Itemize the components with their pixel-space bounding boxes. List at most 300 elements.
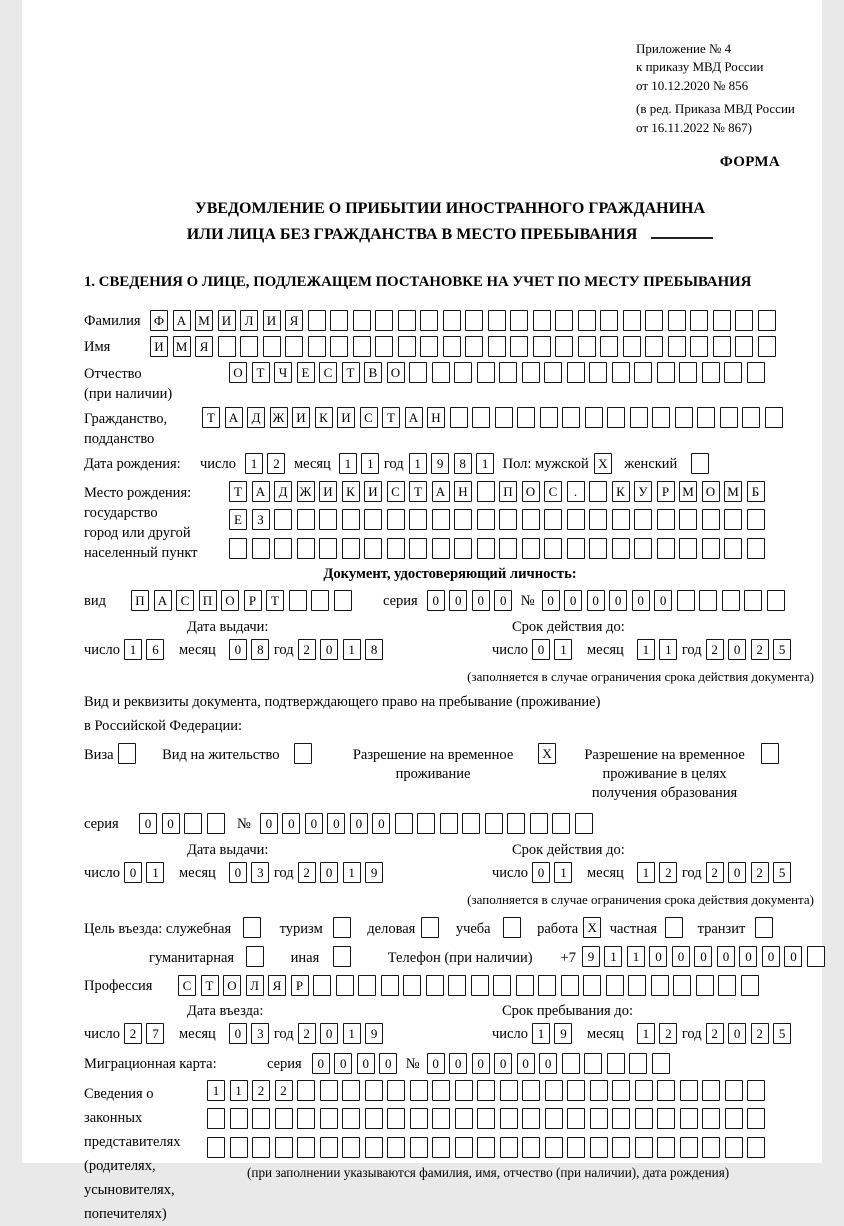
char-box[interactable]: 2 bbox=[275, 1080, 293, 1101]
char-box[interactable]: А bbox=[154, 590, 172, 611]
char-box[interactable] bbox=[590, 1108, 608, 1129]
char-box[interactable] bbox=[561, 975, 579, 996]
char-box[interactable] bbox=[680, 1137, 698, 1158]
char-box[interactable] bbox=[668, 336, 686, 357]
char-box[interactable]: 0 bbox=[717, 946, 735, 967]
char-box[interactable]: 1 bbox=[554, 639, 572, 660]
char-box[interactable] bbox=[720, 407, 738, 428]
char-box[interactable]: 2 bbox=[659, 1023, 677, 1044]
char-box[interactable] bbox=[364, 538, 382, 559]
char-box[interactable]: О bbox=[223, 975, 241, 996]
char-box[interactable] bbox=[724, 538, 742, 559]
char-box[interactable] bbox=[410, 1108, 428, 1129]
char-box[interactable] bbox=[421, 917, 439, 938]
char-box[interactable] bbox=[747, 1080, 765, 1101]
char-box[interactable] bbox=[420, 336, 438, 357]
char-box[interactable]: 0 bbox=[427, 1053, 445, 1074]
char-box[interactable]: . bbox=[567, 481, 585, 502]
char-box[interactable] bbox=[623, 310, 641, 331]
char-box[interactable] bbox=[330, 336, 348, 357]
char-box[interactable] bbox=[585, 407, 603, 428]
char-box[interactable] bbox=[297, 538, 315, 559]
char-box[interactable] bbox=[761, 743, 779, 764]
char-box[interactable]: 0 bbox=[449, 590, 467, 611]
char-box[interactable]: 1 bbox=[343, 862, 361, 883]
char-box[interactable] bbox=[575, 813, 593, 834]
char-box[interactable] bbox=[336, 975, 354, 996]
char-box[interactable] bbox=[623, 336, 641, 357]
char-box[interactable] bbox=[607, 1053, 625, 1074]
char-box[interactable] bbox=[724, 509, 742, 530]
char-box[interactable] bbox=[668, 310, 686, 331]
char-box[interactable] bbox=[488, 310, 506, 331]
char-box[interactable] bbox=[387, 1108, 405, 1129]
char-box[interactable]: 0 bbox=[587, 590, 605, 611]
char-box[interactable]: 5 bbox=[773, 639, 791, 660]
char-box[interactable] bbox=[353, 310, 371, 331]
char-box[interactable]: 0 bbox=[494, 590, 512, 611]
char-box[interactable] bbox=[510, 310, 528, 331]
char-box[interactable]: 1 bbox=[124, 639, 142, 660]
char-box[interactable]: С bbox=[319, 362, 337, 383]
char-box[interactable] bbox=[724, 362, 742, 383]
char-box[interactable] bbox=[634, 509, 652, 530]
char-box[interactable] bbox=[409, 509, 427, 530]
char-box[interactable] bbox=[409, 362, 427, 383]
char-box[interactable] bbox=[702, 362, 720, 383]
char-box[interactable] bbox=[747, 1108, 765, 1129]
char-box[interactable]: 0 bbox=[739, 946, 757, 967]
char-box[interactable]: Я bbox=[285, 310, 303, 331]
char-box[interactable] bbox=[583, 975, 601, 996]
char-box[interactable]: X bbox=[594, 453, 612, 474]
char-box[interactable]: И bbox=[292, 407, 310, 428]
char-box[interactable] bbox=[742, 407, 760, 428]
char-box[interactable] bbox=[702, 538, 720, 559]
char-box[interactable] bbox=[657, 1080, 675, 1101]
char-box[interactable] bbox=[334, 590, 352, 611]
char-box[interactable]: 0 bbox=[229, 1023, 247, 1044]
char-box[interactable] bbox=[657, 538, 675, 559]
char-box[interactable] bbox=[432, 1137, 450, 1158]
char-box[interactable]: 1 bbox=[339, 453, 357, 474]
char-box[interactable]: И bbox=[263, 310, 281, 331]
char-box[interactable]: А bbox=[405, 407, 423, 428]
char-box[interactable] bbox=[552, 813, 570, 834]
char-box[interactable] bbox=[522, 538, 540, 559]
char-box[interactable]: Д bbox=[274, 481, 292, 502]
char-box[interactable]: Т bbox=[342, 362, 360, 383]
char-box[interactable] bbox=[645, 336, 663, 357]
char-box[interactable] bbox=[387, 1137, 405, 1158]
char-box[interactable]: 2 bbox=[298, 639, 316, 660]
char-box[interactable] bbox=[420, 310, 438, 331]
char-box[interactable] bbox=[699, 590, 717, 611]
char-box[interactable]: Ж bbox=[297, 481, 315, 502]
char-box[interactable]: 0 bbox=[632, 590, 650, 611]
char-box[interactable] bbox=[381, 975, 399, 996]
char-box[interactable] bbox=[455, 1080, 473, 1101]
char-box[interactable]: А bbox=[252, 481, 270, 502]
char-box[interactable] bbox=[516, 975, 534, 996]
char-box[interactable]: 9 bbox=[582, 946, 600, 967]
char-box[interactable] bbox=[297, 509, 315, 530]
char-box[interactable]: Л bbox=[246, 975, 264, 996]
char-box[interactable] bbox=[365, 1137, 383, 1158]
char-box[interactable] bbox=[342, 1108, 360, 1129]
char-box[interactable]: Т bbox=[266, 590, 284, 611]
char-box[interactable]: 2 bbox=[751, 862, 769, 883]
char-box[interactable]: А bbox=[225, 407, 243, 428]
char-box[interactable]: 0 bbox=[139, 813, 157, 834]
char-box[interactable]: 0 bbox=[312, 1053, 330, 1074]
char-box[interactable] bbox=[246, 946, 264, 967]
char-box[interactable] bbox=[455, 1108, 473, 1129]
char-box[interactable] bbox=[294, 743, 312, 764]
char-box[interactable]: 2 bbox=[252, 1080, 270, 1101]
char-box[interactable] bbox=[665, 917, 683, 938]
char-box[interactable] bbox=[673, 975, 691, 996]
char-box[interactable]: 0 bbox=[539, 1053, 557, 1074]
char-box[interactable]: И bbox=[337, 407, 355, 428]
char-box[interactable]: Я bbox=[268, 975, 286, 996]
char-box[interactable]: 1 bbox=[146, 862, 164, 883]
char-box[interactable] bbox=[567, 1080, 585, 1101]
char-box[interactable]: Д bbox=[247, 407, 265, 428]
char-box[interactable] bbox=[522, 362, 540, 383]
char-box[interactable] bbox=[426, 975, 444, 996]
char-box[interactable] bbox=[403, 975, 421, 996]
char-box[interactable]: 1 bbox=[343, 639, 361, 660]
char-box[interactable] bbox=[652, 407, 670, 428]
char-box[interactable]: М bbox=[195, 310, 213, 331]
char-box[interactable]: С bbox=[360, 407, 378, 428]
char-box[interactable] bbox=[387, 538, 405, 559]
char-box[interactable] bbox=[702, 509, 720, 530]
char-box[interactable]: 0 bbox=[124, 862, 142, 883]
char-box[interactable] bbox=[584, 1053, 602, 1074]
char-box[interactable] bbox=[275, 1108, 293, 1129]
char-box[interactable] bbox=[454, 509, 472, 530]
char-box[interactable]: 9 bbox=[365, 1023, 383, 1044]
char-box[interactable]: Б bbox=[747, 481, 765, 502]
char-box[interactable]: С bbox=[178, 975, 196, 996]
char-box[interactable] bbox=[679, 509, 697, 530]
char-box[interactable]: С bbox=[387, 481, 405, 502]
char-box[interactable]: 2 bbox=[706, 639, 724, 660]
char-box[interactable] bbox=[589, 481, 607, 502]
char-box[interactable] bbox=[432, 509, 450, 530]
char-box[interactable] bbox=[432, 538, 450, 559]
char-box[interactable]: 0 bbox=[229, 862, 247, 883]
char-box[interactable] bbox=[722, 590, 740, 611]
char-box[interactable] bbox=[289, 590, 307, 611]
char-box[interactable]: 2 bbox=[706, 862, 724, 883]
char-box[interactable] bbox=[252, 1137, 270, 1158]
char-box[interactable]: О bbox=[221, 590, 239, 611]
char-box[interactable] bbox=[342, 1080, 360, 1101]
char-box[interactable] bbox=[229, 538, 247, 559]
char-box[interactable]: Т bbox=[382, 407, 400, 428]
char-box[interactable] bbox=[230, 1108, 248, 1129]
char-box[interactable]: 9 bbox=[365, 862, 383, 883]
char-box[interactable]: П bbox=[199, 590, 217, 611]
char-box[interactable] bbox=[454, 538, 472, 559]
char-box[interactable]: О bbox=[522, 481, 540, 502]
char-box[interactable] bbox=[628, 975, 646, 996]
char-box[interactable]: 0 bbox=[350, 813, 368, 834]
char-box[interactable] bbox=[589, 362, 607, 383]
char-box[interactable] bbox=[493, 975, 511, 996]
char-box[interactable] bbox=[308, 310, 326, 331]
char-box[interactable]: П bbox=[131, 590, 149, 611]
char-box[interactable] bbox=[635, 1080, 653, 1101]
char-box[interactable]: 2 bbox=[298, 1023, 316, 1044]
char-box[interactable] bbox=[499, 538, 517, 559]
char-box[interactable] bbox=[320, 1137, 338, 1158]
char-box[interactable]: Р bbox=[657, 481, 675, 502]
char-box[interactable]: 2 bbox=[751, 639, 769, 660]
char-box[interactable] bbox=[410, 1137, 428, 1158]
char-box[interactable] bbox=[398, 336, 416, 357]
char-box[interactable] bbox=[342, 538, 360, 559]
char-box[interactable]: 1 bbox=[532, 1023, 550, 1044]
char-box[interactable] bbox=[725, 1108, 743, 1129]
char-box[interactable]: Р bbox=[244, 590, 262, 611]
char-box[interactable]: 8 bbox=[454, 453, 472, 474]
char-box[interactable] bbox=[285, 336, 303, 357]
char-box[interactable]: 3 bbox=[251, 862, 269, 883]
char-box[interactable]: 1 bbox=[409, 453, 427, 474]
char-box[interactable] bbox=[545, 1137, 563, 1158]
char-box[interactable]: А bbox=[173, 310, 191, 331]
char-box[interactable] bbox=[540, 407, 558, 428]
char-box[interactable] bbox=[651, 975, 669, 996]
char-box[interactable]: И bbox=[319, 481, 337, 502]
char-box[interactable] bbox=[432, 362, 450, 383]
char-box[interactable]: 0 bbox=[327, 813, 345, 834]
char-box[interactable] bbox=[702, 1080, 720, 1101]
char-box[interactable] bbox=[590, 1080, 608, 1101]
char-box[interactable] bbox=[657, 1108, 675, 1129]
char-box[interactable] bbox=[629, 1053, 647, 1074]
char-box[interactable] bbox=[297, 1080, 315, 1101]
char-box[interactable] bbox=[500, 1080, 518, 1101]
char-box[interactable]: О bbox=[702, 481, 720, 502]
char-box[interactable]: 5 bbox=[773, 1023, 791, 1044]
char-box[interactable] bbox=[696, 975, 714, 996]
char-box[interactable] bbox=[645, 310, 663, 331]
char-box[interactable]: В bbox=[364, 362, 382, 383]
char-box[interactable] bbox=[612, 509, 630, 530]
char-box[interactable]: 1 bbox=[659, 639, 677, 660]
char-box[interactable] bbox=[533, 310, 551, 331]
char-box[interactable]: У bbox=[634, 481, 652, 502]
char-box[interactable] bbox=[297, 1137, 315, 1158]
char-box[interactable]: 1 bbox=[637, 862, 655, 883]
char-box[interactable]: 9 bbox=[431, 453, 449, 474]
char-box[interactable]: 1 bbox=[476, 453, 494, 474]
char-box[interactable] bbox=[741, 975, 759, 996]
char-box[interactable]: М bbox=[173, 336, 191, 357]
char-box[interactable] bbox=[410, 1080, 428, 1101]
char-box[interactable] bbox=[409, 538, 427, 559]
char-box[interactable] bbox=[522, 1108, 540, 1129]
char-box[interactable] bbox=[735, 310, 753, 331]
char-box[interactable]: 9 bbox=[554, 1023, 572, 1044]
char-box[interactable]: 5 bbox=[773, 862, 791, 883]
char-box[interactable] bbox=[440, 813, 458, 834]
char-box[interactable] bbox=[567, 1137, 585, 1158]
char-box[interactable] bbox=[503, 917, 521, 938]
char-box[interactable] bbox=[522, 1137, 540, 1158]
char-box[interactable] bbox=[635, 1137, 653, 1158]
char-box[interactable]: А bbox=[432, 481, 450, 502]
char-box[interactable]: 0 bbox=[305, 813, 323, 834]
char-box[interactable] bbox=[353, 336, 371, 357]
char-box[interactable] bbox=[578, 336, 596, 357]
char-box[interactable] bbox=[680, 1108, 698, 1129]
char-box[interactable] bbox=[677, 590, 695, 611]
char-box[interactable] bbox=[747, 509, 765, 530]
char-box[interactable]: К bbox=[342, 481, 360, 502]
char-box[interactable] bbox=[545, 1108, 563, 1129]
char-box[interactable] bbox=[612, 362, 630, 383]
char-box[interactable]: И bbox=[150, 336, 168, 357]
char-box[interactable] bbox=[725, 1137, 743, 1158]
char-box[interactable] bbox=[455, 1137, 473, 1158]
char-box[interactable] bbox=[477, 481, 495, 502]
char-box[interactable] bbox=[387, 509, 405, 530]
char-box[interactable] bbox=[330, 310, 348, 331]
char-box[interactable] bbox=[308, 336, 326, 357]
char-box[interactable]: 7 bbox=[146, 1023, 164, 1044]
char-box[interactable] bbox=[562, 1053, 580, 1074]
char-box[interactable] bbox=[243, 917, 261, 938]
char-box[interactable] bbox=[589, 509, 607, 530]
char-box[interactable] bbox=[432, 1080, 450, 1101]
char-box[interactable]: 2 bbox=[124, 1023, 142, 1044]
char-box[interactable] bbox=[320, 1080, 338, 1101]
char-box[interactable] bbox=[634, 538, 652, 559]
char-box[interactable]: 1 bbox=[637, 1023, 655, 1044]
char-box[interactable]: 1 bbox=[230, 1080, 248, 1101]
char-box[interactable]: 0 bbox=[334, 1053, 352, 1074]
char-box[interactable]: 1 bbox=[627, 946, 645, 967]
char-box[interactable] bbox=[747, 1137, 765, 1158]
char-box[interactable]: 2 bbox=[751, 1023, 769, 1044]
char-box[interactable]: 2 bbox=[298, 862, 316, 883]
char-box[interactable]: 0 bbox=[472, 590, 490, 611]
char-box[interactable] bbox=[600, 310, 618, 331]
char-box[interactable]: 0 bbox=[320, 862, 338, 883]
char-box[interactable]: 6 bbox=[146, 639, 164, 660]
char-box[interactable] bbox=[690, 310, 708, 331]
char-box[interactable] bbox=[472, 407, 490, 428]
char-box[interactable] bbox=[697, 407, 715, 428]
char-box[interactable]: Т bbox=[202, 407, 220, 428]
char-box[interactable] bbox=[207, 1108, 225, 1129]
char-box[interactable] bbox=[500, 1108, 518, 1129]
char-box[interactable] bbox=[275, 1137, 293, 1158]
char-box[interactable] bbox=[702, 1108, 720, 1129]
char-box[interactable] bbox=[612, 538, 630, 559]
char-box[interactable]: Ж bbox=[270, 407, 288, 428]
char-box[interactable]: 1 bbox=[637, 639, 655, 660]
char-box[interactable] bbox=[510, 336, 528, 357]
char-box[interactable]: 0 bbox=[728, 1023, 746, 1044]
char-box[interactable] bbox=[311, 590, 329, 611]
char-box[interactable] bbox=[333, 917, 351, 938]
char-box[interactable] bbox=[495, 407, 513, 428]
char-box[interactable]: 0 bbox=[728, 639, 746, 660]
char-box[interactable] bbox=[471, 975, 489, 996]
char-box[interactable]: 0 bbox=[532, 639, 550, 660]
char-box[interactable] bbox=[538, 975, 556, 996]
char-box[interactable] bbox=[807, 946, 825, 967]
char-box[interactable] bbox=[680, 1080, 698, 1101]
char-box[interactable] bbox=[499, 509, 517, 530]
char-box[interactable] bbox=[488, 336, 506, 357]
char-box[interactable]: Е bbox=[297, 362, 315, 383]
char-box[interactable]: М bbox=[724, 481, 742, 502]
char-box[interactable]: 1 bbox=[554, 862, 572, 883]
char-box[interactable]: 0 bbox=[357, 1053, 375, 1074]
char-box[interactable] bbox=[652, 1053, 670, 1074]
char-box[interactable]: 0 bbox=[784, 946, 802, 967]
char-box[interactable] bbox=[342, 509, 360, 530]
char-box[interactable] bbox=[507, 813, 525, 834]
char-box[interactable]: И bbox=[364, 481, 382, 502]
char-box[interactable] bbox=[477, 1108, 495, 1129]
char-box[interactable]: 0 bbox=[229, 639, 247, 660]
char-box[interactable] bbox=[252, 1108, 270, 1129]
char-box[interactable]: О bbox=[387, 362, 405, 383]
char-box[interactable]: 0 bbox=[162, 813, 180, 834]
char-box[interactable] bbox=[767, 590, 785, 611]
char-box[interactable]: 0 bbox=[372, 813, 390, 834]
char-box[interactable]: 0 bbox=[564, 590, 582, 611]
char-box[interactable]: С bbox=[544, 481, 562, 502]
char-box[interactable]: 0 bbox=[609, 590, 627, 611]
char-box[interactable] bbox=[477, 538, 495, 559]
char-box[interactable]: 8 bbox=[365, 639, 383, 660]
char-box[interactable]: 1 bbox=[361, 453, 379, 474]
char-box[interactable] bbox=[702, 1137, 720, 1158]
char-box[interactable] bbox=[333, 946, 351, 967]
char-box[interactable] bbox=[555, 310, 573, 331]
char-box[interactable] bbox=[477, 1080, 495, 1101]
char-box[interactable]: 0 bbox=[532, 862, 550, 883]
char-box[interactable] bbox=[263, 336, 281, 357]
char-box[interactable] bbox=[522, 509, 540, 530]
char-box[interactable] bbox=[634, 362, 652, 383]
char-box[interactable]: Р bbox=[291, 975, 309, 996]
char-box[interactable]: 1 bbox=[343, 1023, 361, 1044]
char-box[interactable] bbox=[530, 813, 548, 834]
char-box[interactable] bbox=[500, 1137, 518, 1158]
char-box[interactable] bbox=[533, 336, 551, 357]
char-box[interactable] bbox=[544, 509, 562, 530]
char-box[interactable] bbox=[691, 453, 709, 474]
char-box[interactable]: X bbox=[583, 917, 601, 938]
char-box[interactable] bbox=[477, 1137, 495, 1158]
char-box[interactable] bbox=[744, 590, 762, 611]
char-box[interactable] bbox=[607, 407, 625, 428]
char-box[interactable] bbox=[477, 362, 495, 383]
char-box[interactable]: Л bbox=[240, 310, 258, 331]
char-box[interactable]: Е bbox=[229, 509, 247, 530]
